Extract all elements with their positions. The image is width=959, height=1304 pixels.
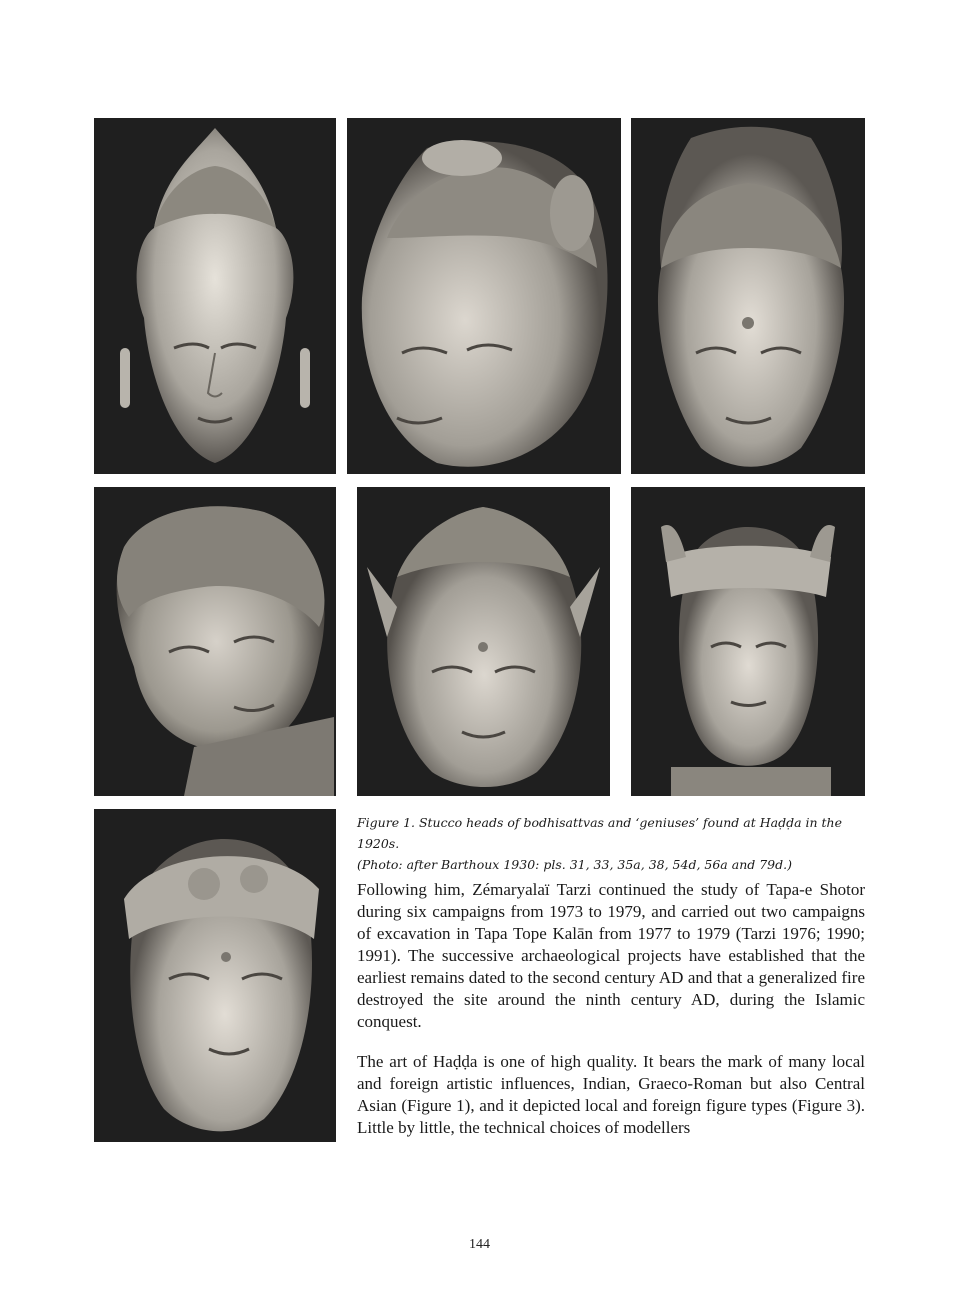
figure-caption bbox=[357, 812, 865, 875]
stucco-head-photo-7 bbox=[94, 809, 336, 1142]
figure-caption-line-2: (Photo: after Barthoux 1930: pls. 31, 33, 35a, 38, 54d, 56a and 79d.) bbox=[357, 857, 792, 872]
stucco-head-photo-2 bbox=[347, 118, 621, 474]
stucco-head-photo-4 bbox=[94, 487, 336, 796]
page-number: 144 bbox=[469, 1237, 490, 1252]
stucco-head-photo-6 bbox=[631, 487, 865, 796]
stucco-head-photo-1 bbox=[94, 118, 336, 474]
body-paragraph-1: Following him, Zémaryalaï Tarzi continued the study of Tapa-e Shotor during six campaigns from 1973 to 1979, and carried out two campaigns of excavation in Tapa Tope Kalān from 1977 to 1979 (Tarzi 1976; 1990; 1991). The successive archaeological projects have established that the earliest remains dated to the second century AD and that a generalized fire destroyed the site around the ninth century AD, during the Islamic conquest. bbox=[357, 880, 865, 1031]
stucco-head-photo-3 bbox=[631, 118, 865, 474]
figure-caption-line-1: Figure 1. Stucco heads of bodhisattvas and ‘geniuses’ found at Haḍḍa in the 1920s. bbox=[357, 815, 842, 851]
body-paragraph-2: The art of Haḍḍa is one of high quality. It bears the mark of many local and foreign artistic influences, Indian, Graeco-Roman but also Central Asian (Figure 1), and it depicted local and foreign figure types (Figure 3). Little by little, the technical choices of modellers bbox=[357, 1052, 865, 1137]
stucco-head-photo-5 bbox=[357, 487, 610, 796]
